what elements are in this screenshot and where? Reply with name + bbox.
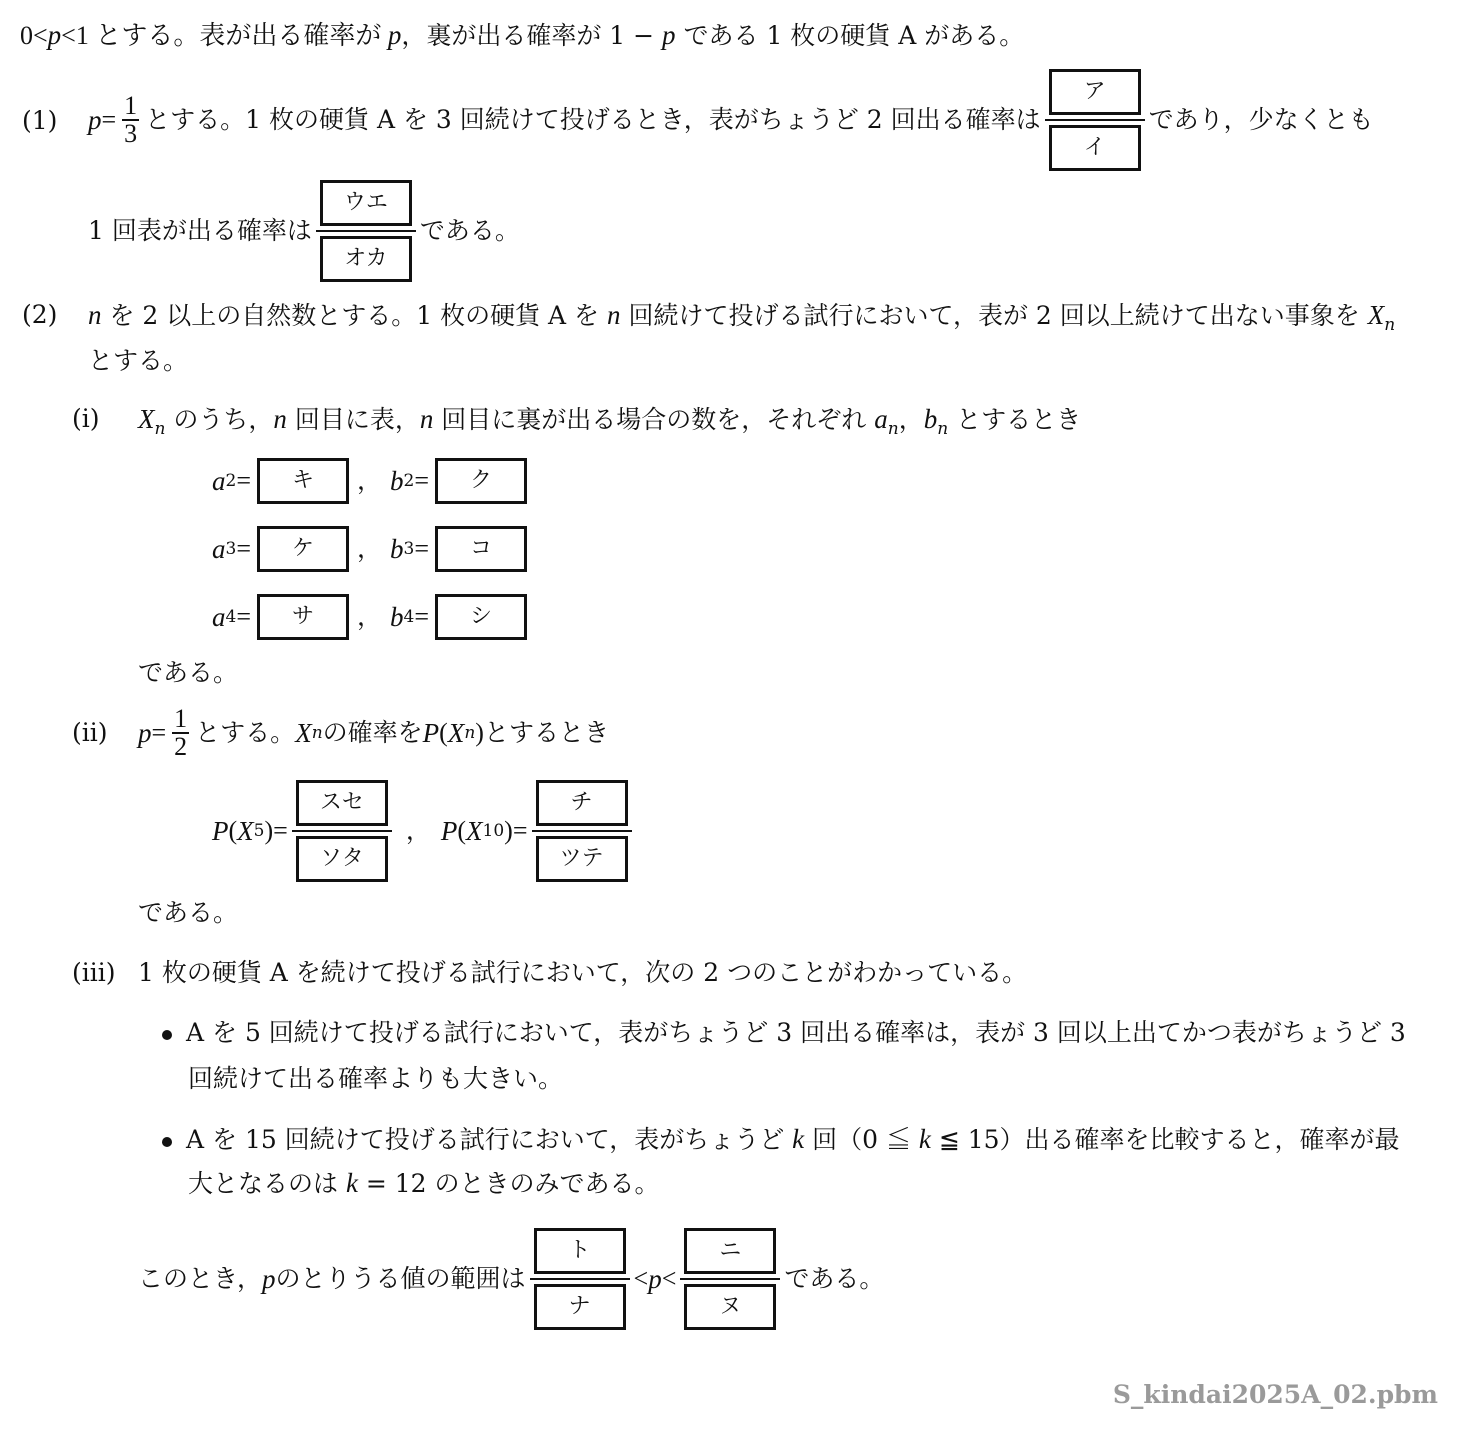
q2iii-text: 1 枚の硬貨 A を続けて投げる試行において，次の 2 つのことがわかっている。 [138, 958, 1028, 987]
q2ii-label: (ii) [72, 718, 108, 747]
answer-box-a[interactable]: ア [1049, 69, 1141, 115]
q2ii-end: である。 [138, 898, 239, 927]
q2ii-line1: p = $\frac{1}{2}$ とする。 X n の確率を P ( X n ) とするとき [138, 704, 609, 761]
q2i-row-4: a 4 = サ ， b 4 = シ [212, 592, 527, 642]
q1-line2: 1 回表が出る確率は ウエ オカ である。 [88, 176, 520, 286]
fraction-one-third: $\frac{1}{3}$ [124, 91, 138, 148]
answer-fraction-a-i [1049, 69, 1141, 171]
answer-box-ue[interactable]: ウエ [320, 180, 412, 226]
answer-fraction-ni-nu [684, 1228, 776, 1330]
answer-box-nu[interactable]: ヌ [684, 1284, 776, 1330]
answer-box-ko[interactable]: コ [435, 526, 527, 572]
answer-fraction-suse-sota [296, 780, 388, 882]
bullet-1-line2: 回続けて出る確率よりも大きい。 [188, 1064, 564, 1093]
q2-line1: n を 2 以上の自然数とする。1 枚の硬貨 A を n 回続けて投げる試行において，表が 2 回以上続けて出ない事象を $X_n$ [88, 300, 1396, 335]
file-name-footer: S_kindai2025A_02.pbm [1112, 1380, 1438, 1409]
answer-box-ki[interactable]: キ [257, 458, 349, 504]
q2i-label: (i) [72, 404, 100, 433]
answer-box-suse[interactable]: スセ [296, 780, 388, 826]
answer-box-shi[interactable]: シ [435, 594, 527, 640]
answer-box-chi[interactable]: チ [536, 780, 628, 826]
q1-line1: p = $\frac{1}{3}$ とする。1 枚の硬貨 A を 3 回続けて投げるとき，表がちょうど 2 回出る確率は ア イ であり，少なくとも [88, 64, 1374, 176]
q2-label: (2) [22, 300, 58, 329]
answer-box-ku[interactable]: ク [435, 458, 527, 504]
answer-fraction-to-na [534, 1228, 626, 1330]
q1-label: (1) [22, 106, 58, 135]
q2ii-eqs: P ( X 5 ) = スセ ソタ ， P ( X 10 ) = チ ツテ [212, 776, 636, 886]
q2i-row-2: a 2 = キ ， b 2 = ク [212, 456, 527, 506]
q2i-row-3: a 3 = ケ ， b 3 = コ [212, 524, 527, 574]
answer-box-ni[interactable]: ニ [684, 1228, 776, 1274]
answer-box-na[interactable]: ナ [534, 1284, 626, 1330]
bullet-1-line1: A を 5 回続けて投げる試行において，表がちょうど 3 回出る確率は，表が 3 回以上出てかつ表がちょうど 3 [162, 1016, 1406, 1050]
answer-box-oka[interactable]: オカ [320, 236, 412, 282]
bullet-icon [162, 1030, 172, 1040]
answer-box-tsute[interactable]: ツテ [536, 836, 628, 882]
answer-box-to[interactable]: ト [534, 1228, 626, 1274]
answer-fraction-chi-tsute [536, 780, 628, 882]
q2iii-label: (iii) [72, 958, 116, 987]
bullet-2-line2: 大となるのは k = 12 のときのみである。 [188, 1168, 660, 1198]
fraction-one-half: $\frac{1}{2}$ [174, 704, 188, 761]
answer-box-i[interactable]: イ [1049, 125, 1141, 171]
bullet-2-line1: A を 15 回続けて投げる試行において，表がちょうど k 回（0 ≦ k ≦ 15）出る確率を比較すると，確率が最 [162, 1122, 1400, 1157]
answer-box-sa[interactable]: サ [257, 594, 349, 640]
answer-box-ke[interactable]: ケ [257, 526, 349, 572]
answer-fraction-ue-oka [320, 180, 412, 282]
q2iii-conclusion: このとき， p のとりうる値の範囲は ト ナ < p < ニ ヌ である。 [138, 1224, 884, 1334]
q2i-line1: $X_n$ のうち，n 回目に表，n 回目に裏が出る場合の数を，それぞれ $a_n$，$b_n$ とするとき [138, 404, 1082, 439]
q2i-end: である。 [138, 658, 239, 687]
answer-box-sota[interactable]: ソタ [296, 836, 388, 882]
intro-line: 0<p<1 とする。表が出る確率が p，裏が出る確率が 1 − p である 1 枚の硬貨 A がある。 [20, 20, 1025, 50]
bullet-icon [162, 1137, 172, 1147]
q2-line2: とする。 [88, 346, 189, 375]
